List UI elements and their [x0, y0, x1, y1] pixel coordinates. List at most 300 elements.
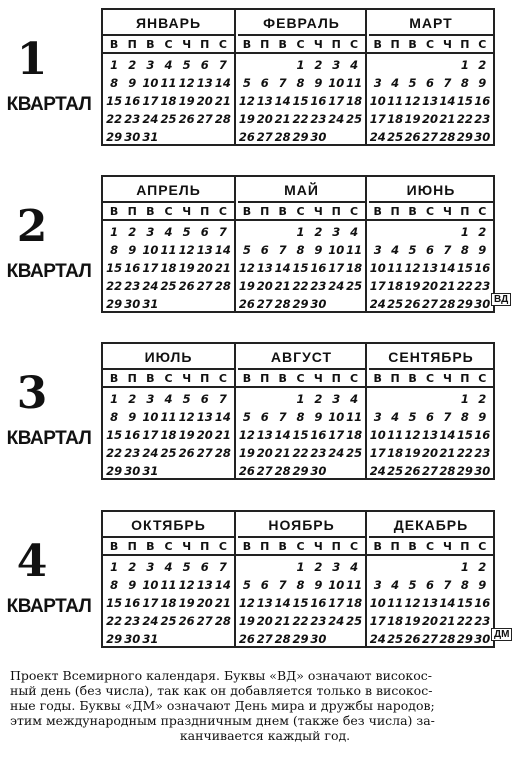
- weekday-label: П: [127, 38, 137, 51]
- day-number: 16: [474, 596, 491, 610]
- day-number: 28: [274, 632, 291, 646]
- day-number: 26: [178, 279, 195, 293]
- day-number: 6: [200, 392, 209, 406]
- day-number: 14: [439, 596, 456, 610]
- quarter-label: КВАРТАЛ: [6, 94, 92, 115]
- empty-cell: [421, 56, 438, 74]
- day-number: 4: [391, 76, 400, 90]
- weekday-label: В: [146, 372, 155, 385]
- day-number: 19: [178, 428, 195, 442]
- day-number: 22: [456, 614, 473, 628]
- day-grid: [367, 54, 493, 146]
- day-number: 12: [404, 261, 421, 275]
- day-number: 7: [443, 243, 452, 257]
- day-number: 23: [310, 112, 327, 126]
- day-number: 4: [350, 392, 359, 406]
- weekday-label: С: [218, 372, 227, 385]
- day-number: 7: [278, 243, 287, 257]
- weekday-label: С: [296, 205, 305, 218]
- weekday-label: П: [260, 205, 270, 218]
- day-number: 12: [404, 596, 421, 610]
- day-number: 28: [214, 614, 231, 628]
- day-number: 9: [478, 243, 487, 257]
- weekday-label: П: [200, 372, 210, 385]
- day-number: 14: [274, 261, 291, 275]
- day-number: 10: [369, 261, 386, 275]
- day-number: 23: [474, 614, 491, 628]
- day-number: 17: [328, 428, 345, 442]
- day-number: 20: [256, 614, 273, 628]
- day-number: 2: [128, 392, 137, 406]
- month-panel: [103, 10, 234, 144]
- weekday-label: П: [260, 540, 270, 553]
- day-number: 18: [387, 279, 404, 293]
- day-number: 24: [142, 112, 159, 126]
- day-number: 13: [196, 410, 213, 424]
- month-title: ИЮЛЬ: [103, 344, 234, 370]
- day-number: 24: [328, 279, 345, 293]
- day-number: 5: [242, 76, 251, 90]
- day-number: 25: [160, 112, 177, 126]
- day-number: 1: [110, 560, 119, 574]
- day-number: 19: [238, 446, 255, 460]
- day-number: 20: [421, 112, 438, 126]
- weekday-label: С: [350, 540, 359, 553]
- day-number: 25: [160, 614, 177, 628]
- day-number: 19: [178, 94, 195, 108]
- day-number: 7: [218, 58, 227, 72]
- day-number: 15: [456, 428, 473, 442]
- weekday-label: В: [408, 38, 417, 51]
- quarter-calendar: [101, 510, 510, 648]
- empty-cell: [386, 390, 403, 408]
- empty-cell: [369, 390, 386, 408]
- day-number: 12: [178, 578, 195, 592]
- day-number: 6: [260, 410, 269, 424]
- day-number: 24: [142, 614, 159, 628]
- day-number: 8: [296, 410, 305, 424]
- day-number: 27: [196, 279, 213, 293]
- quarter-label: КВАРТАЛ: [6, 428, 92, 449]
- day-number: 27: [421, 632, 438, 646]
- day-number: 3: [332, 560, 341, 574]
- day-number: 21: [214, 261, 231, 275]
- day-number: 21: [274, 614, 291, 628]
- day-number: 7: [278, 76, 287, 90]
- weekday-header: [367, 538, 493, 556]
- day-number: 10: [328, 578, 345, 592]
- month-panel: [365, 512, 493, 646]
- weekday-label: В: [278, 205, 287, 218]
- day-number: 26: [238, 130, 255, 144]
- day-number: 29: [106, 632, 123, 646]
- weekday-label: С: [296, 540, 305, 553]
- day-number: 16: [474, 94, 491, 108]
- weekday-label: П: [460, 38, 470, 51]
- day-number: 12: [404, 428, 421, 442]
- day-number: 27: [421, 130, 438, 144]
- month-title: АПРЕЛЬ: [103, 177, 234, 203]
- day-number: 14: [214, 243, 231, 257]
- day-grid: [367, 221, 493, 313]
- day-number: 1: [110, 225, 119, 239]
- day-number: 29: [456, 464, 473, 478]
- weekday-header: [103, 203, 234, 221]
- day-number: 3: [373, 243, 382, 257]
- empty-cell: [256, 56, 274, 74]
- day-number: 19: [404, 279, 421, 293]
- day-number: 3: [332, 58, 341, 72]
- weekday-label: С: [425, 372, 435, 385]
- weekday-header: [103, 538, 234, 556]
- weekday-label: В: [408, 540, 417, 553]
- empty-cell: [256, 390, 274, 408]
- day-number: 18: [346, 428, 363, 442]
- caption: [10, 668, 520, 743]
- quarter-number: 1: [16, 34, 48, 85]
- weekday-label: В: [109, 205, 119, 218]
- day-number: 2: [128, 225, 137, 239]
- weekday-label: Ч: [182, 38, 192, 51]
- day-number: 5: [408, 578, 417, 592]
- day-number: 24: [369, 632, 386, 646]
- weekday-label: П: [200, 540, 210, 553]
- day-number: 30: [474, 464, 491, 478]
- day-number: 30: [124, 464, 141, 478]
- day-number: 2: [314, 392, 323, 406]
- day-number: 19: [178, 261, 195, 275]
- day-number: 27: [196, 112, 213, 126]
- day-number: 29: [456, 632, 473, 646]
- day-number: 30: [474, 297, 491, 311]
- day-number: 17: [369, 279, 386, 293]
- day-number: 28: [439, 464, 456, 478]
- day-number: 7: [443, 76, 452, 90]
- weekday-label: С: [478, 205, 487, 218]
- day-number: 27: [196, 614, 213, 628]
- month-title: ДЕКАБРЬ: [369, 512, 493, 538]
- day-number: 20: [421, 614, 438, 628]
- day-number: 17: [142, 428, 159, 442]
- day-number: 25: [387, 297, 404, 311]
- day-number: 18: [160, 596, 177, 610]
- weekday-label: П: [200, 205, 210, 218]
- weekday-label: С: [296, 38, 305, 51]
- weekday-label: В: [242, 205, 252, 218]
- month-title: АВГУСТ: [238, 344, 365, 370]
- quarter-number: 2: [16, 201, 48, 252]
- day-number: 7: [218, 225, 227, 239]
- day-number: 13: [196, 578, 213, 592]
- day-number: 21: [439, 112, 456, 126]
- day-number: 2: [478, 392, 487, 406]
- day-number: 16: [474, 428, 491, 442]
- day-number: 25: [346, 279, 363, 293]
- day-number: 28: [439, 632, 456, 646]
- day-number: 5: [182, 58, 191, 72]
- day-number: 17: [369, 446, 386, 460]
- month-panel: [103, 344, 234, 478]
- weekday-label: П: [331, 372, 341, 385]
- weekday-label: П: [390, 38, 400, 51]
- weekday-label: Ч: [182, 205, 192, 218]
- empty-cell: [421, 558, 438, 576]
- empty-cell: [274, 223, 292, 241]
- weekday-label: П: [127, 540, 137, 553]
- weekday-label: В: [278, 540, 287, 553]
- empty-cell: [238, 56, 256, 74]
- quarter-number: 3: [16, 368, 48, 419]
- day-number: 24: [369, 130, 386, 144]
- day-number: 2: [314, 58, 323, 72]
- weekday-label: П: [260, 372, 270, 385]
- weekday-header: [236, 203, 365, 221]
- day-number: 7: [278, 578, 287, 592]
- day-number: 10: [369, 428, 386, 442]
- day-number: 22: [292, 279, 309, 293]
- day-number: 8: [460, 578, 469, 592]
- day-number: 26: [178, 614, 195, 628]
- weekday-label: В: [278, 38, 287, 51]
- day-number: 28: [214, 279, 231, 293]
- day-number: 5: [242, 578, 251, 592]
- day-number: 25: [387, 130, 404, 144]
- day-number: 6: [200, 225, 209, 239]
- day-number: 5: [408, 243, 417, 257]
- day-number: 16: [310, 94, 327, 108]
- day-number: 6: [260, 76, 269, 90]
- day-number: 2: [128, 560, 137, 574]
- day-number: 30: [310, 632, 327, 646]
- day-number: 9: [314, 243, 323, 257]
- quarter-calendar: [101, 342, 495, 480]
- day-number: 12: [404, 94, 421, 108]
- day-number: 29: [106, 464, 123, 478]
- day-number: 22: [456, 279, 473, 293]
- extra-day-marker: ДМ: [491, 628, 512, 641]
- day-grid: [103, 556, 234, 648]
- day-grid: [103, 388, 234, 480]
- day-grid: [236, 388, 365, 480]
- day-number: 22: [456, 112, 473, 126]
- day-number: 17: [142, 261, 159, 275]
- day-number: 13: [256, 261, 273, 275]
- weekday-label: Ч: [313, 372, 323, 385]
- day-number: 17: [369, 112, 386, 126]
- day-number: 11: [160, 578, 177, 592]
- day-number: 14: [214, 410, 231, 424]
- day-number: 13: [256, 428, 273, 442]
- empty-cell: [404, 56, 421, 74]
- weekday-label: В: [373, 38, 382, 51]
- empty-cell: [369, 223, 386, 241]
- day-number: 8: [110, 243, 119, 257]
- day-number: 30: [310, 297, 327, 311]
- day-number: 2: [314, 225, 323, 239]
- quarter-label: КВАРТАЛ: [6, 261, 92, 282]
- day-number: 8: [110, 410, 119, 424]
- weekday-label: В: [242, 38, 252, 51]
- day-number: 7: [218, 560, 227, 574]
- day-number: 13: [196, 243, 213, 257]
- empty-cell: [439, 558, 456, 576]
- weekday-label: П: [200, 38, 210, 51]
- weekday-label: П: [460, 205, 470, 218]
- day-number: 24: [328, 614, 345, 628]
- day-number: 23: [474, 446, 491, 460]
- day-number: 6: [425, 76, 434, 90]
- empty-cell: [274, 558, 292, 576]
- day-number: 15: [456, 94, 473, 108]
- day-number: 12: [178, 410, 195, 424]
- day-number: 29: [456, 297, 473, 311]
- day-number: 27: [256, 464, 273, 478]
- day-number: 10: [328, 410, 345, 424]
- day-number: 23: [124, 446, 141, 460]
- quarter-block-1: [0, 8, 531, 166]
- day-number: 15: [106, 428, 123, 442]
- day-number: 8: [110, 578, 119, 592]
- day-number: 13: [196, 76, 213, 90]
- day-number: 11: [387, 596, 404, 610]
- day-number: 26: [238, 632, 255, 646]
- weekday-label: С: [296, 372, 305, 385]
- day-number: 21: [214, 94, 231, 108]
- day-number: 3: [332, 392, 341, 406]
- empty-cell: [238, 558, 256, 576]
- day-number: 27: [256, 632, 273, 646]
- empty-cell: [274, 56, 292, 74]
- day-number: 9: [128, 410, 137, 424]
- weekday-label: В: [109, 372, 119, 385]
- day-number: 1: [296, 225, 305, 239]
- day-number: 24: [142, 446, 159, 460]
- day-number: 1: [110, 58, 119, 72]
- day-number: 19: [178, 596, 195, 610]
- weekday-label: В: [408, 205, 417, 218]
- empty-cell: [369, 56, 386, 74]
- day-number: 19: [238, 279, 255, 293]
- day-number: 18: [387, 446, 404, 460]
- month-title: МАЙ: [238, 177, 365, 203]
- day-number: 31: [142, 632, 159, 646]
- weekday-label: Ч: [182, 372, 192, 385]
- weekday-label: С: [164, 540, 173, 553]
- day-number: 18: [346, 94, 363, 108]
- day-number: 14: [439, 94, 456, 108]
- day-number: 14: [214, 578, 231, 592]
- day-number: 11: [387, 94, 404, 108]
- weekday-label: С: [350, 38, 359, 51]
- day-number: 4: [391, 243, 400, 257]
- day-number: 22: [292, 614, 309, 628]
- month-panel: [103, 512, 234, 646]
- weekday-label: П: [127, 372, 137, 385]
- day-number: 10: [142, 76, 159, 90]
- day-number: 20: [421, 446, 438, 460]
- day-number: 5: [182, 392, 191, 406]
- empty-cell: [256, 223, 274, 241]
- empty-cell: [256, 558, 274, 576]
- day-number: 10: [369, 596, 386, 610]
- day-number: 27: [256, 297, 273, 311]
- day-grid: [103, 221, 234, 313]
- day-number: 1: [296, 58, 305, 72]
- day-number: 16: [124, 261, 141, 275]
- day-number: 8: [296, 76, 305, 90]
- weekday-header: [236, 370, 365, 388]
- day-number: 1: [296, 392, 305, 406]
- weekday-label: С: [218, 540, 227, 553]
- weekday-label: Ч: [442, 540, 452, 553]
- day-number: 22: [292, 112, 309, 126]
- day-number: 24: [328, 112, 345, 126]
- quarter-block-3: [0, 342, 531, 500]
- day-number: 21: [274, 279, 291, 293]
- day-grid: [236, 221, 365, 313]
- day-number: 15: [292, 596, 309, 610]
- day-number: 5: [242, 410, 251, 424]
- day-number: 3: [146, 560, 155, 574]
- weekday-label: Ч: [442, 205, 452, 218]
- empty-cell: [386, 56, 403, 74]
- day-number: 4: [391, 410, 400, 424]
- day-number: 13: [421, 596, 438, 610]
- empty-cell: [421, 390, 438, 408]
- day-number: 9: [128, 578, 137, 592]
- day-number: 20: [196, 261, 213, 275]
- day-number: 29: [106, 297, 123, 311]
- day-number: 9: [314, 578, 323, 592]
- day-number: 18: [346, 261, 363, 275]
- day-number: 17: [142, 596, 159, 610]
- weekday-label: В: [242, 372, 252, 385]
- day-number: 18: [387, 614, 404, 628]
- weekday-label: В: [373, 372, 382, 385]
- day-number: 11: [346, 410, 363, 424]
- day-grid: [236, 556, 365, 648]
- day-number: 30: [310, 130, 327, 144]
- caption-line-3: ные годы. Буквы «ДМ» означают День мира и дружбы народов;: [10, 698, 435, 713]
- day-number: 4: [350, 225, 359, 239]
- day-number: 23: [310, 614, 327, 628]
- day-number: 15: [106, 261, 123, 275]
- day-number: 25: [160, 279, 177, 293]
- day-number: 15: [456, 261, 473, 275]
- weekday-label: В: [278, 372, 287, 385]
- day-number: 15: [456, 596, 473, 610]
- day-number: 3: [146, 225, 155, 239]
- day-number: 15: [292, 428, 309, 442]
- day-number: 15: [106, 596, 123, 610]
- empty-cell: [404, 223, 421, 241]
- day-number: 4: [350, 58, 359, 72]
- weekday-label: П: [390, 205, 400, 218]
- weekday-label: С: [350, 372, 359, 385]
- day-number: 30: [124, 632, 141, 646]
- month-title: НОЯБРЬ: [238, 512, 365, 538]
- day-number: 14: [439, 261, 456, 275]
- quarter-calendar: [101, 8, 495, 146]
- day-number: 20: [421, 279, 438, 293]
- day-number: 16: [310, 596, 327, 610]
- day-number: 29: [106, 130, 123, 144]
- quarter-block-2: [0, 175, 531, 333]
- day-number: 3: [146, 392, 155, 406]
- day-number: 20: [196, 428, 213, 442]
- day-number: 16: [474, 261, 491, 275]
- empty-cell: [386, 558, 403, 576]
